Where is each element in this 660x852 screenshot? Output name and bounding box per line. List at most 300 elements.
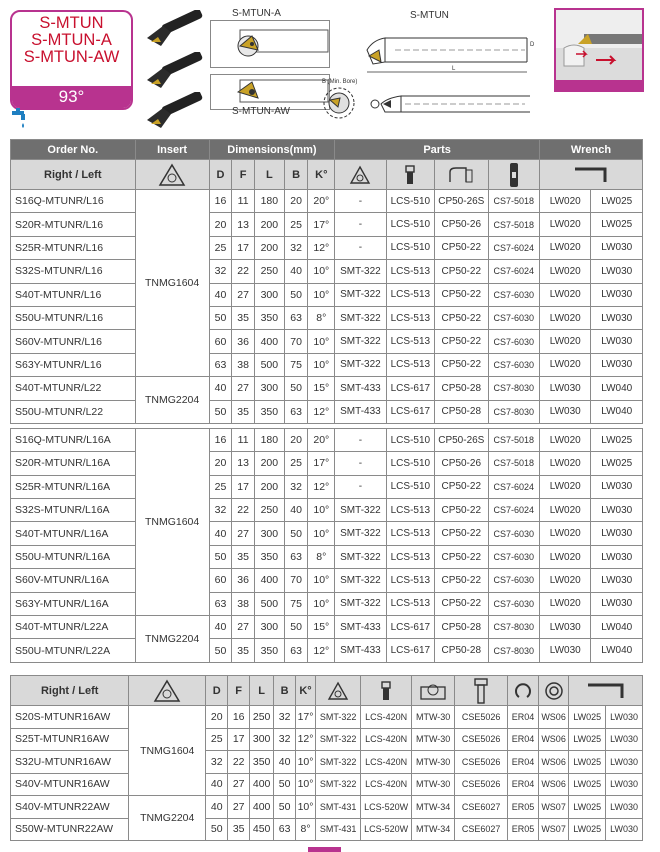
dimension-cell: 16: [228, 706, 249, 729]
part-cell: LW030: [606, 796, 643, 819]
part-cell: CS7-6030: [488, 569, 539, 592]
clamp-icon: [435, 160, 489, 190]
part-cell: SMT-322: [335, 592, 386, 615]
approach-angle-badge: 93°: [12, 86, 131, 108]
dimension-cell: 12°: [295, 728, 315, 751]
part-cell: LW030: [540, 400, 591, 423]
part-cell: LCS-617: [386, 639, 434, 662]
dimension-cell: 8°: [308, 306, 335, 329]
part-cell: LW020: [540, 190, 591, 213]
part-cell: CP50-28: [435, 400, 489, 423]
part-cell: LW040: [591, 377, 643, 400]
part-cell: LW020: [540, 260, 591, 283]
part-cell: CS7-5018: [488, 452, 539, 475]
part-cell: LW040: [591, 400, 643, 423]
dimension-cell: 40: [284, 499, 308, 522]
wrench-header: Wrench: [540, 140, 643, 160]
dimension-cell: 35: [232, 400, 255, 423]
part-cell: ER04: [508, 773, 539, 796]
dim-d-label: D: [530, 42, 535, 48]
dimension-cell: 35: [232, 306, 255, 329]
dimension-cell: 40: [209, 283, 232, 306]
dimension-cell: 70: [284, 330, 308, 353]
part-cell: SMT-433: [335, 616, 386, 639]
tool-photo: [143, 10, 203, 50]
table-row: [11, 260, 643, 283]
part-cell: LW025: [591, 213, 643, 236]
dimension-cell: 27: [232, 283, 255, 306]
part-cell: CS7-8030: [488, 639, 539, 662]
part-cell: LW040: [591, 616, 643, 639]
dimension-cell: 17: [232, 475, 255, 498]
part-cell: LW030: [606, 728, 643, 751]
dimension-cell: 300: [254, 522, 284, 545]
part-cell: CS7-6024: [488, 236, 539, 259]
screw-icon: [361, 676, 412, 706]
part-cell: ER05: [508, 818, 539, 841]
part-cell: LCS-510: [386, 452, 434, 475]
part-cell: CP50-28: [435, 377, 489, 400]
dimension-cell: 20: [209, 213, 232, 236]
dimension-cell: 38: [232, 592, 255, 615]
dimension-cell: 27: [228, 796, 249, 819]
dimension-cell: 50: [284, 616, 308, 639]
part-cell: CS7-5018: [488, 213, 539, 236]
part-cell: ER04: [508, 728, 539, 751]
part-cell: -: [335, 475, 386, 498]
triangle-insert-icon: [129, 676, 206, 706]
part-cell: CP50-22: [435, 522, 489, 545]
part-cell: LCS-513: [386, 545, 434, 568]
part-cell: CS7-8030: [488, 377, 539, 400]
title-line: S-MTUN: [39, 14, 104, 32]
table-row: [11, 452, 643, 475]
dim-l-header: L: [254, 160, 284, 190]
part-cell: LCS-510: [386, 475, 434, 498]
part-cell: ER05: [508, 796, 539, 819]
part-cell: LCS-510: [386, 428, 434, 451]
part-cell: WS06: [538, 728, 569, 751]
dimension-cell: 22: [232, 260, 255, 283]
part-cell: LW020: [540, 236, 591, 259]
dimension-cell: 300: [254, 377, 284, 400]
dimension-cell: 38: [232, 353, 255, 376]
part-cell: LCS-513: [386, 330, 434, 353]
part-cell: CS7-8030: [488, 616, 539, 639]
order-no-cell: S25R-MTUNR/L16A: [11, 475, 136, 498]
dimension-cell: 35: [232, 545, 255, 568]
part-cell: LW030: [591, 353, 643, 376]
part-cell: SMT-322: [335, 569, 386, 592]
dimension-cell: 40: [205, 773, 227, 796]
order-no-cell: S50U-MTUNR/L16: [11, 306, 136, 329]
dimension-cell: 15°: [308, 616, 335, 639]
part-cell: LW020: [540, 213, 591, 236]
dimension-cell: 32: [209, 499, 232, 522]
order-no-cell: S32S-MTUNR/L16A: [11, 499, 136, 522]
part-cell: SMT-431: [316, 818, 361, 841]
dimension-cell: 11: [232, 190, 255, 213]
table2-body: [11, 428, 643, 662]
part-cell: LW030: [591, 569, 643, 592]
part-cell: CP50-22: [435, 283, 489, 306]
dimension-cell: 32: [284, 236, 308, 259]
dimension-cell: 17: [228, 728, 249, 751]
part-cell: WS07: [538, 818, 569, 841]
pin-icon: [488, 160, 539, 190]
part-cell: LW030: [606, 751, 643, 774]
application-diagram: [554, 8, 644, 92]
part-cell: LCS-420N: [361, 773, 412, 796]
part-cell: LCS-513: [386, 592, 434, 615]
part-cell: CP50-22: [435, 236, 489, 259]
part-cell: MTW-30: [412, 773, 455, 796]
dimension-cell: 250: [249, 706, 274, 729]
dimension-cell: 40: [284, 260, 308, 283]
part-cell: LCS-420N: [361, 706, 412, 729]
dim-k-header: K°: [295, 676, 315, 706]
tool-drawing-side: [365, 90, 535, 118]
dim-l-label: L: [452, 66, 456, 72]
insert-header: Insert: [135, 140, 209, 160]
dimension-cell: 27: [228, 773, 249, 796]
insert-cell: TNMG2204: [129, 796, 206, 841]
spec-table-standard: [10, 139, 643, 663]
table-row: [11, 773, 643, 796]
dimension-cell: 10°: [308, 569, 335, 592]
order-no-cell: S50U-MTUNR/L16A: [11, 545, 136, 568]
dimension-cell: 35: [228, 818, 249, 841]
part-cell: CS7-5018: [488, 428, 539, 451]
hex-key-icon: [569, 676, 643, 706]
dimension-cell: 20°: [308, 428, 335, 451]
dimension-cell: 16: [209, 190, 232, 213]
dimension-cell: 300: [249, 728, 274, 751]
part-cell: LCS-513: [386, 260, 434, 283]
part-cell: LW020: [540, 499, 591, 522]
part-cell: LCS-617: [386, 377, 434, 400]
dimension-cell: 50: [284, 283, 308, 306]
dimension-cell: 10°: [308, 353, 335, 376]
dimension-cell: 63: [209, 353, 232, 376]
dimensions-header: Dimensions(mm): [209, 140, 335, 160]
part-cell: SMT-322: [335, 306, 386, 329]
part-cell: LW025: [569, 751, 606, 774]
part-cell: SMT-322: [316, 751, 361, 774]
dim-b-header: B: [284, 160, 308, 190]
part-cell: LW020: [540, 569, 591, 592]
dimension-cell: 17°: [308, 452, 335, 475]
part-cell: LW030: [591, 283, 643, 306]
part-cell: LW030: [591, 592, 643, 615]
dimension-cell: 450: [249, 818, 274, 841]
drawing-label: S-MTUN-A: [232, 8, 281, 19]
dimension-cell: 17°: [308, 213, 335, 236]
dimension-cell: 200: [254, 452, 284, 475]
dimension-cell: 50: [284, 377, 308, 400]
shim-icon: [335, 160, 386, 190]
part-cell: CS7-6024: [488, 499, 539, 522]
dimension-cell: 20: [284, 190, 308, 213]
dimension-cell: 60: [209, 330, 232, 353]
triangle-insert-icon: [135, 160, 209, 190]
dimension-cell: 70: [284, 569, 308, 592]
part-cell: SMT-322: [335, 545, 386, 568]
order-no-cell: S50U-MTUNR/L22A: [11, 639, 136, 662]
pin-icon: [455, 676, 508, 706]
dimension-cell: 27: [232, 377, 255, 400]
table-row: [11, 330, 643, 353]
part-cell: LW020: [540, 522, 591, 545]
table-row: [11, 236, 643, 259]
dimension-cell: 200: [254, 236, 284, 259]
part-cell: CP50-26S: [435, 428, 489, 451]
drawing-label: S-MTUN-AW: [232, 106, 290, 117]
dimension-cell: 35: [232, 639, 255, 662]
order-no-header: Order No.: [11, 140, 136, 160]
dimension-cell: 13: [232, 213, 255, 236]
dim-l-header: L: [249, 676, 274, 706]
hex-key-icon: [540, 160, 643, 190]
part-cell: WS06: [538, 751, 569, 774]
part-cell: CP50-28: [435, 639, 489, 662]
part-cell: LW020: [540, 545, 591, 568]
dimension-cell: 32: [274, 706, 295, 729]
dimension-cell: 400: [254, 330, 284, 353]
insert-cell: TNMG1604: [135, 428, 209, 615]
part-cell: CS7-6030: [488, 306, 539, 329]
spec-table-aw: [10, 675, 643, 841]
part-cell: LCS-520W: [361, 796, 412, 819]
dimension-cell: 12°: [308, 400, 335, 423]
dimension-cell: 40: [205, 796, 227, 819]
part-cell: LW020: [540, 592, 591, 615]
part-cell: MTW-30: [412, 751, 455, 774]
tool-photo: [143, 92, 203, 132]
dimension-cell: 300: [254, 283, 284, 306]
part-cell: SMT-322: [316, 728, 361, 751]
shim-icon: [316, 676, 361, 706]
min-bore-label: B (Min. Bore): [322, 79, 358, 85]
part-cell: WS06: [538, 706, 569, 729]
dimension-cell: 10°: [308, 592, 335, 615]
order-no-cell: S16Q-MTUNR/L16A: [11, 428, 136, 451]
table3-body: [11, 706, 643, 841]
part-cell: MTW-34: [412, 818, 455, 841]
part-cell: LCS-510: [386, 236, 434, 259]
dimension-cell: 50: [209, 545, 232, 568]
part-cell: CSE5026: [455, 773, 508, 796]
part-cell: LCS-420N: [361, 728, 412, 751]
dimension-cell: 10°: [308, 499, 335, 522]
table-row: [11, 796, 643, 819]
table-row: [11, 818, 643, 841]
page-tab-marker: [308, 847, 341, 852]
dimension-cell: 350: [249, 751, 274, 774]
dimension-cell: 63: [284, 400, 308, 423]
part-cell: CP50-22: [435, 592, 489, 615]
dimension-cell: 8°: [308, 545, 335, 568]
dimension-cell: 27: [232, 616, 255, 639]
table-row: [11, 616, 643, 639]
part-cell: LW030: [591, 522, 643, 545]
dimension-cell: 25: [284, 452, 308, 475]
part-cell: SMT-322: [335, 283, 386, 306]
order-no-cell: S20R-MTUNR/L16: [11, 213, 136, 236]
order-no-cell: S40T-MTUNR/L16A: [11, 522, 136, 545]
dimension-cell: 180: [254, 428, 284, 451]
dimension-cell: 32: [209, 260, 232, 283]
tool-photo: [143, 52, 203, 92]
dimension-cell: 500: [254, 353, 284, 376]
part-cell: LW025: [591, 452, 643, 475]
order-no-cell: S25R-MTUNR/L16: [11, 236, 136, 259]
dimension-cell: 50: [209, 639, 232, 662]
table-row: [11, 499, 643, 522]
dimension-cell: 350: [254, 306, 284, 329]
dimension-cell: 400: [249, 796, 274, 819]
dimension-cell: 22: [232, 499, 255, 522]
dimension-cell: 50: [274, 796, 295, 819]
part-cell: CP50-22: [435, 330, 489, 353]
part-cell: LW020: [540, 353, 591, 376]
order-no-cell: S32U-MTUNR16AW: [11, 751, 129, 774]
part-cell: CS7-6024: [488, 475, 539, 498]
dimension-cell: 350: [254, 400, 284, 423]
order-no-cell: S63Y-MTUNR/L16A: [11, 592, 136, 615]
order-no-cell: S20R-MTUNR/L16A: [11, 452, 136, 475]
table-row: [11, 283, 643, 306]
dimension-cell: 180: [254, 190, 284, 213]
dimension-cell: 10°: [308, 260, 335, 283]
table-row: [11, 751, 643, 774]
part-cell: CSE5026: [455, 751, 508, 774]
table-row: [11, 475, 643, 498]
part-cell: LW020: [540, 475, 591, 498]
dimension-cell: 63: [284, 545, 308, 568]
table-row: [11, 213, 643, 236]
part-cell: LW030: [540, 616, 591, 639]
insert-cell: TNMG2204: [135, 616, 209, 663]
dimension-cell: 25: [205, 728, 227, 751]
dimension-cell: 40: [209, 377, 232, 400]
dimension-cell: 50: [209, 306, 232, 329]
dimension-cell: 32: [274, 728, 295, 751]
order-no-cell: S20S-MTUNR16AW: [11, 706, 129, 729]
part-cell: LW020: [540, 283, 591, 306]
dimension-cell: 300: [254, 616, 284, 639]
dimension-cell: 63: [284, 639, 308, 662]
table-row: [11, 569, 643, 592]
order-no-cell: S25T-MTUNR16AW: [11, 728, 129, 751]
part-cell: SMT-322: [335, 330, 386, 353]
part-cell: CP50-22: [435, 475, 489, 498]
part-cell: CS7-6030: [488, 330, 539, 353]
part-cell: LW030: [540, 377, 591, 400]
part-cell: -: [335, 236, 386, 259]
part-cell: CP50-26: [435, 452, 489, 475]
part-cell: CP50-26: [435, 213, 489, 236]
bore-section-drawing: [318, 86, 360, 120]
dimension-cell: 10°: [308, 283, 335, 306]
dimension-cell: 36: [232, 330, 255, 353]
insert-cell: TNMG1604: [129, 706, 206, 796]
part-cell: CP50-26S: [435, 190, 489, 213]
part-cell: WS07: [538, 796, 569, 819]
part-cell: CP50-22: [435, 499, 489, 522]
part-cell: SMT-433: [335, 639, 386, 662]
order-no-cell: S40T-MTUNR/L22A: [11, 616, 136, 639]
part-cell: SMT-322: [335, 260, 386, 283]
dimension-cell: 15°: [308, 377, 335, 400]
part-cell: SMT-433: [335, 400, 386, 423]
part-cell: LCS-420N: [361, 751, 412, 774]
part-cell: LW030: [591, 260, 643, 283]
order-no-cell: S40V-MTUNR22AW: [11, 796, 129, 819]
dimension-cell: 250: [254, 499, 284, 522]
dimension-cell: 20°: [308, 190, 335, 213]
dimension-cell: 75: [284, 592, 308, 615]
dimension-cell: 16: [209, 428, 232, 451]
table-row: [11, 545, 643, 568]
dimension-cell: 25: [209, 236, 232, 259]
part-cell: MTW-30: [412, 706, 455, 729]
table1-body: [11, 190, 643, 424]
part-cell: CP50-28: [435, 616, 489, 639]
dimension-cell: 50: [205, 818, 227, 841]
part-cell: LW025: [569, 818, 606, 841]
part-cell: LW025: [569, 706, 606, 729]
order-no-cell: S50U-MTUNR/L22: [11, 400, 136, 423]
part-cell: LW030: [606, 818, 643, 841]
part-cell: LCS-513: [386, 283, 434, 306]
right-left-header: Right / Left: [11, 676, 129, 706]
dimension-cell: 25: [209, 475, 232, 498]
part-cell: WS06: [538, 773, 569, 796]
coolant-icon: [10, 108, 30, 132]
dim-d-header: D: [205, 676, 227, 706]
dim-b-header: B: [274, 676, 295, 706]
part-cell: LCS-513: [386, 306, 434, 329]
part-cell: CS7-6030: [488, 283, 539, 306]
part-cell: LCS-617: [386, 616, 434, 639]
dimension-cell: 10°: [308, 330, 335, 353]
dimension-cell: 32: [205, 751, 227, 774]
table-row: [11, 377, 643, 400]
dimension-cell: 350: [254, 545, 284, 568]
dimension-cell: 11: [232, 428, 255, 451]
part-cell: LW020: [540, 330, 591, 353]
part-cell: ER04: [508, 706, 539, 729]
tool-drawing-a: [210, 20, 330, 68]
order-no-cell: S40T-MTUNR/L22: [11, 377, 136, 400]
dimension-cell: 63: [274, 818, 295, 841]
dimension-cell: 13: [232, 452, 255, 475]
dimension-cell: 75: [284, 353, 308, 376]
dimension-cell: 50: [274, 773, 295, 796]
dimension-cell: 50: [284, 522, 308, 545]
part-cell: LW030: [591, 330, 643, 353]
dimension-cell: 17: [232, 236, 255, 259]
part-cell: LCS-513: [386, 569, 434, 592]
dimension-cell: 40: [209, 616, 232, 639]
part-cell: CP50-22: [435, 353, 489, 376]
part-cell: -: [335, 452, 386, 475]
part-cell: -: [335, 213, 386, 236]
dimension-cell: 17°: [295, 706, 315, 729]
dimension-cell: 200: [254, 475, 284, 498]
table-row: [11, 706, 643, 729]
